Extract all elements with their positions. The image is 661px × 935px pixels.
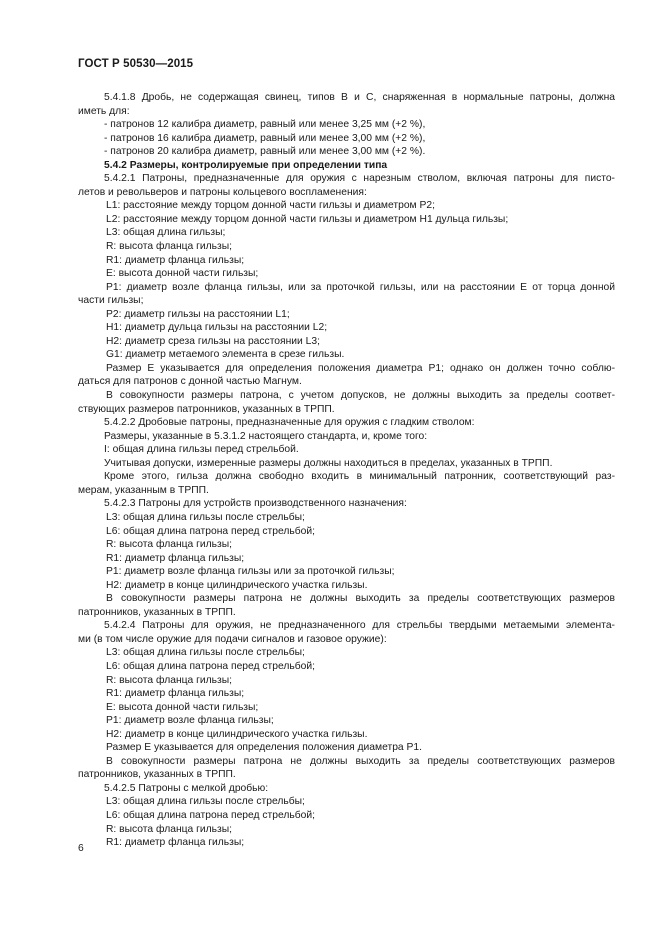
text-line: 5.4.2.4 Патроны для оружия, не предназначенного для стрельбы твердыми метаемыми элемента-	[104, 620, 615, 632]
text-line: P2: диаметр гильзы на расстоянии L1;	[106, 308, 290, 320]
text-line: - патронов 16 калибра диаметр, равный или менее 3,00 мм (+2 %),	[104, 132, 426, 144]
page-number: 6	[78, 843, 84, 854]
document-header: ГОСТ Р 50530—2015	[78, 58, 194, 70]
text-line: R1: диаметр фланца гильзы;	[106, 688, 245, 700]
text-line: H2: диаметр среза гильзы на расстоянии L3;	[106, 335, 320, 347]
text-line: мерам, указанным в ТРПП.	[78, 484, 209, 496]
text-line: Учитывая допуски, измеренные размеры должны находиться в пределах, указанных в ТРПП.	[104, 457, 553, 469]
text-line: патронников, указанных в ТРПП.	[78, 606, 236, 618]
text-line: E: высота донной части гильзы;	[106, 701, 259, 713]
text-line: ствующих размеров патронников, указанных в ТРПП.	[78, 403, 335, 415]
text-line: R1: диаметр фланца гильзы;	[106, 552, 245, 564]
text-line: 5.4.2.3 Патроны для устройств производственного назначения:	[104, 498, 407, 510]
text-line: L3: общая длина гильзы;	[106, 227, 226, 239]
text-line: H2: диаметр в конце цилиндрического участка гильзы.	[106, 579, 368, 591]
text-line: Кроме этого, гильза должна свободно входить в минимальный патронник, соответствующий раз-	[104, 471, 615, 483]
text-line: R1: диаметр фланца гильзы;	[106, 837, 245, 849]
text-line: иметь для:	[78, 105, 130, 117]
text-line: 5.4.2.1 Патроны, предназначенные для оружия с нарезным стволом, включая патроны для писто-	[104, 173, 615, 185]
text-line: I: общая длина гильзы перед стрельбой.	[104, 444, 299, 456]
text-line: - патронов 20 калибра диаметр, равный или менее 3,00 мм (+2 %).	[104, 146, 426, 158]
text-line: P1: диаметр возле фланца гильзы, или за проточкой гильзы, или на расстоянии E от торца донной	[106, 281, 615, 293]
text-line: 5.4.2 Размеры, контролируемые при определении типа	[104, 159, 388, 171]
text-line: Размеры, указанные в 5.3.1.2 настоящего стандарта, и, кроме того:	[104, 430, 428, 442]
text-line: L3: общая длина гильзы после стрельбы;	[106, 511, 305, 523]
text-line: R: высота фланца гильзы;	[106, 674, 232, 686]
text-line: L3: общая длина гильзы после стрельбы;	[106, 647, 305, 659]
text-line: Размер E указывается для определения положения диаметра P1; однако он должен точно соблю-	[106, 362, 615, 374]
text-line: L3: общая длина гильзы после стрельбы;	[106, 796, 305, 808]
text-line: R: высота фланца гильзы;	[106, 241, 232, 253]
text-line: части гильзы;	[78, 295, 144, 307]
text-line: Размер E указывается для определения положения диаметра P1.	[106, 742, 422, 754]
text-line: R1: диаметр фланца гильзы;	[106, 254, 245, 266]
text-line: 5.4.2.5 Патроны с мелкой дробью:	[104, 782, 269, 794]
text-line: патронников, указанных в ТРПП.	[78, 769, 236, 781]
text-line: L6: общая длина патрона перед стрельбой;	[106, 525, 315, 537]
text-line: P1: диаметр возле фланца гильзы;	[106, 715, 274, 727]
text-line: L2: расстояние между торцом донной части гильзы и диаметром H1 дульца гильзы;	[106, 213, 509, 225]
text-line: E: высота донной части гильзы;	[106, 268, 259, 280]
text-line: G1: диаметр метаемого элемента в срезе гильзы.	[106, 349, 345, 361]
document-body	[78, 91, 615, 850]
text-line: L1: расстояние между торцом донной части гильзы и диаметром P2;	[106, 200, 435, 212]
text-line: 5.4.2.2 Дробовые патроны, предназначенные для оружия с гладким стволом:	[104, 417, 475, 429]
text-line: R: высота фланца гильзы;	[106, 539, 232, 551]
text-line: В совокупности размеры патрона, с учетом допусков, не должны выходить за пределы соответ-	[106, 390, 615, 402]
text-line: R: высота фланца гильзы;	[106, 823, 232, 835]
text-line: В совокупности размеры патрона не должны выходить за пределы соответствующих размеров	[106, 755, 615, 767]
text-line: H1: диаметр дульца гильзы на расстоянии L2;	[106, 322, 328, 334]
text-line: L6: общая длина патрона перед стрельбой;	[106, 809, 315, 821]
text-line: даться для патронов с донной частью Магнум.	[78, 376, 302, 388]
text-line: летов и револьверов и патроны кольцевого воспламенения:	[78, 186, 367, 198]
text-line: H2: диаметр в конце цилиндрического участка гильзы.	[106, 728, 368, 740]
text-line: - патронов 12 калибра диаметр, равный или менее 3,25 мм (+2 %),	[104, 119, 426, 131]
text-line: 5.4.1.8 Дробь, не содержащая свинец, типов B и C, снаряженная в нормальные патроны, должна	[104, 92, 615, 103]
text-line: P1: диаметр возле фланца гильзы или за проточкой гильзы;	[106, 566, 395, 578]
text-line: ми (в том числе оружие для подачи сигналов и газовое оружие):	[78, 633, 387, 645]
text-line: L6: общая длина патрона перед стрельбой;	[106, 660, 315, 672]
text-line: В совокупности размеры патрона не должны выходить за пределы соответствующих размеров	[106, 593, 615, 605]
